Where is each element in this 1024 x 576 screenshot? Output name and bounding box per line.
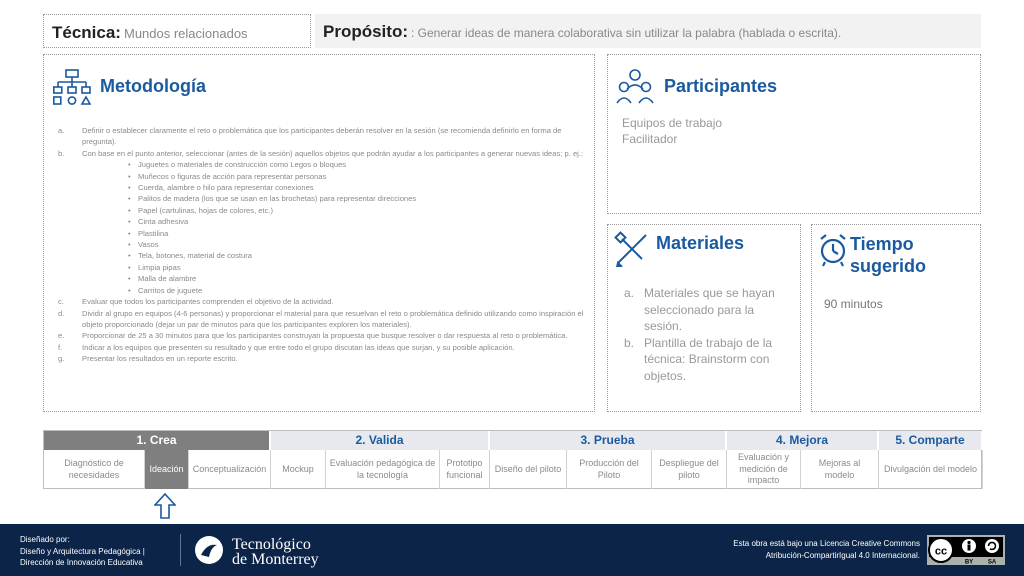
cc-license-icon: [927, 535, 1005, 565]
list-item: b. Con base en el punto anterior, seleccionar (antes de la sesión) aquellos objetos que podrán ayudar a los participantes a generar nuevas ideas; p. ej.:: [58, 148, 584, 158]
tecnica-value: Mundos relacionados: [123, 26, 248, 41]
participantes-title: Participantes: [664, 76, 778, 96]
step-cell: Diseño del piloto: [490, 450, 567, 489]
alarm-clock-icon: [818, 233, 848, 267]
tiempo-panel: [811, 224, 981, 412]
step-cell: Divulgación del modelo: [879, 450, 983, 489]
step-cell: Evaluación pedagógica de la tecnología: [326, 450, 440, 489]
participantes-panel: [607, 54, 981, 214]
cc-by-label: BY: [964, 559, 974, 565]
step-cell: Evaluación y medición de impacto: [727, 450, 801, 489]
sub-list-item: • Malla de alambre: [128, 274, 197, 284]
step-cell: Mejoras al modelo: [801, 450, 879, 489]
people-icon: [616, 67, 654, 105]
phase-row: [44, 431, 981, 450]
phase-header: 5. Comparte: [879, 431, 983, 450]
sub-list-item: • Limpia pipas: [128, 262, 181, 272]
sub-list-item: • Palitos de madera (los que se usan en las brochetas) para representar direcciones: [128, 194, 417, 204]
list-item: c. Evaluar que todos los participantes comprenden el objetivo de la actividad.: [58, 297, 334, 307]
step-cell: Ideación: [145, 450, 189, 489]
pencil-ruler-icon: [614, 231, 650, 267]
list-item: d. Dividir al grupo en equipos (4-6 personas) y proporcionar el material para que resuelvan el reto o problemática definido utilizando como inspiración el objeto proporcionado (dejar un par de minutos para que los participantes exploren los materiales).: [58, 308, 584, 329]
tiempo-value: 90 minutos: [824, 297, 883, 311]
tecnica-box: [43, 14, 311, 48]
sub-list-item: • Muñecos o figuras de acción para representar personas: [128, 171, 327, 181]
license-text: Esta obra está bajo una Licencia Creative Commons Atribución-CompartirIgual 4.0 Internacional.: [733, 539, 920, 560]
step-cell: Mockup: [271, 450, 326, 489]
sub-list-item: • Carritos de juguete: [128, 285, 203, 295]
materiales-panel: [607, 224, 801, 412]
step-cell: Conceptualización: [189, 450, 271, 489]
proposito-label: Propósito:: [323, 22, 408, 41]
step-cell: Diagnóstico de necesidades: [44, 450, 145, 489]
method-list: [58, 125, 588, 365]
cc-sa-label: SA: [987, 559, 997, 565]
phase-header: 4. Mejora: [727, 431, 879, 450]
tiempo-title: Tiempo sugerido: [850, 234, 927, 276]
list-item: f. Indicar a los equipos que presenten su resultado y que entre todo el grupo discutan las ideas que surjan, y su posible aplicación.: [58, 342, 515, 352]
sub-list-item: • Tela, botones, material de costura: [128, 251, 252, 261]
step-cell: Producción del Piloto: [567, 450, 652, 489]
sub-list-item: • Juguetes o materiales de construcción como Legos o bloques: [128, 160, 347, 170]
tec-logo-icon: [194, 535, 224, 565]
process-table: [43, 430, 982, 489]
phase-header: 1. Crea: [44, 431, 271, 450]
phase-header: 3. Prueba: [490, 431, 727, 450]
list-item: a. Materiales que se hayan seleccionado para la sesión.: [624, 286, 775, 333]
brand-name: Tecnológico de Monterrey: [232, 536, 319, 568]
sub-list-item: • Papel (cartulinas, hojas de colores, etc.): [128, 205, 274, 215]
svg-text:cc: cc: [934, 545, 948, 558]
footer: [0, 524, 1024, 576]
tecnica-label: Técnica:: [52, 23, 121, 42]
metodologia-panel: [43, 54, 595, 412]
phase-header: 2. Valida: [271, 431, 490, 450]
proposito-box: [315, 14, 981, 48]
step-cell: Despliegue del piloto: [652, 450, 727, 489]
list-item: a. Definir o establecer claramente el reto o problemática que los participantes deberán resolver en la sesión (se recomienda definirlo en forma de pregunta).: [58, 126, 562, 147]
proposito-value: : Generar ideas de manera colaborativa sin utilizar la palabra (hablada o escrita).: [411, 26, 842, 40]
participantes-line: Facilitador: [622, 132, 678, 146]
flowchart-icon: [53, 69, 91, 105]
footer-credit: Diseñado por: Diseño y Arquitectura Pedagógica | Dirección de Innovación Educativa: [20, 535, 145, 567]
list-item: g. Presentar los resultados en un reporte escrito.: [58, 354, 238, 364]
sub-list-item: • Cinta adhesiva: [128, 217, 189, 227]
sub-list-item: • Plastilina: [128, 228, 169, 238]
metodologia-title: Metodología: [100, 76, 206, 96]
sub-list-item: • Cuerda, alambre o hilo para representar conexiones: [128, 183, 314, 193]
participantes-line: Equipos de trabajo: [622, 116, 723, 130]
step-cell: Prototipo funcional: [440, 450, 490, 489]
sub-list-item: • Vasos: [128, 240, 159, 250]
list-item: e. Proporcionar de 25 a 30 minutos para que los participantes construyan la propuesta que busque resolver o dar respuesta al reto o problemática.: [58, 331, 568, 341]
list-item: b. Plantilla de trabajo de la técnica: Brainstorm con objetos.: [624, 335, 773, 383]
step-row: [44, 450, 981, 489]
footer-divider: [180, 534, 181, 566]
up-arrow-icon: [154, 493, 176, 519]
materiales-title: Materiales: [656, 233, 745, 253]
